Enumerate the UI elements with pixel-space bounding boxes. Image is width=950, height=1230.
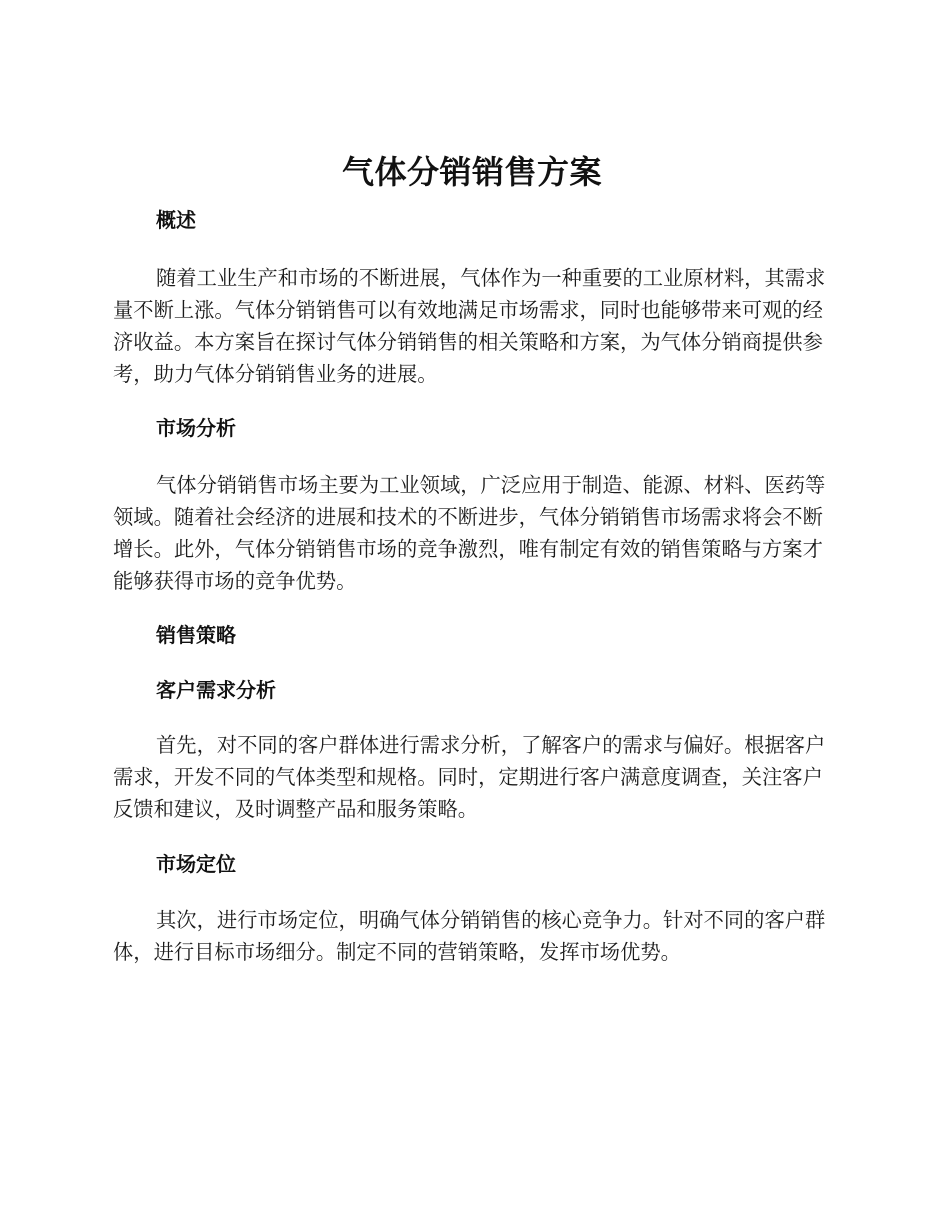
paragraph-market-analysis: 气体分销销售市场主要为工业领域，广泛应用于制造、能源、材料、医药等领域。随着社会经济的进展和技术的不断进步，气体分销销售市场需求将会不断增长。此外，气体分销销售市场的竞争激烈，唯有制定有效的销售策略与方案才能够获得市场的竞争优势。 (113, 473, 826, 593)
section-heading-sales-strategy: 销售策略 (156, 623, 236, 647)
paragraph-customer-needs: 首先，对不同的客户群体进行需求分析，了解客户的需求与偏好。根据客户需求，开发不同的气体类型和规格。同时，定期进行客户满意度调查，关注客户反馈和建议，及时调整产品和服务策略。 (113, 733, 826, 821)
section-heading-market-analysis: 市场分析 (156, 416, 236, 440)
document-title: 气体分销销售方案 (341, 153, 602, 191)
section-heading-market-positioning: 市场定位 (156, 852, 236, 876)
section-heading-customer-needs: 客户需求分析 (156, 678, 276, 702)
paragraph-market-positioning: 其次，进行市场定位，明确气体分销销售的核心竞争力。针对不同的客户群体，进行目标市场细分。制定不同的营销策略，发挥市场优势。 (113, 908, 826, 964)
paragraph-overview: 随着工业生产和市场的不断进展，气体作为一种重要的工业原材料，其需求量不断上涨。气体分销销售可以有效地满足市场需求，同时也能够带来可观的经济收益。本方案旨在探讨气体分销销售的相关策略和方案，为气体分销商提供参考，助力气体分销销售业务的进展。 (113, 266, 826, 386)
document-body (113, 150, 831, 968)
section-heading-overview: 概述 (156, 208, 196, 232)
